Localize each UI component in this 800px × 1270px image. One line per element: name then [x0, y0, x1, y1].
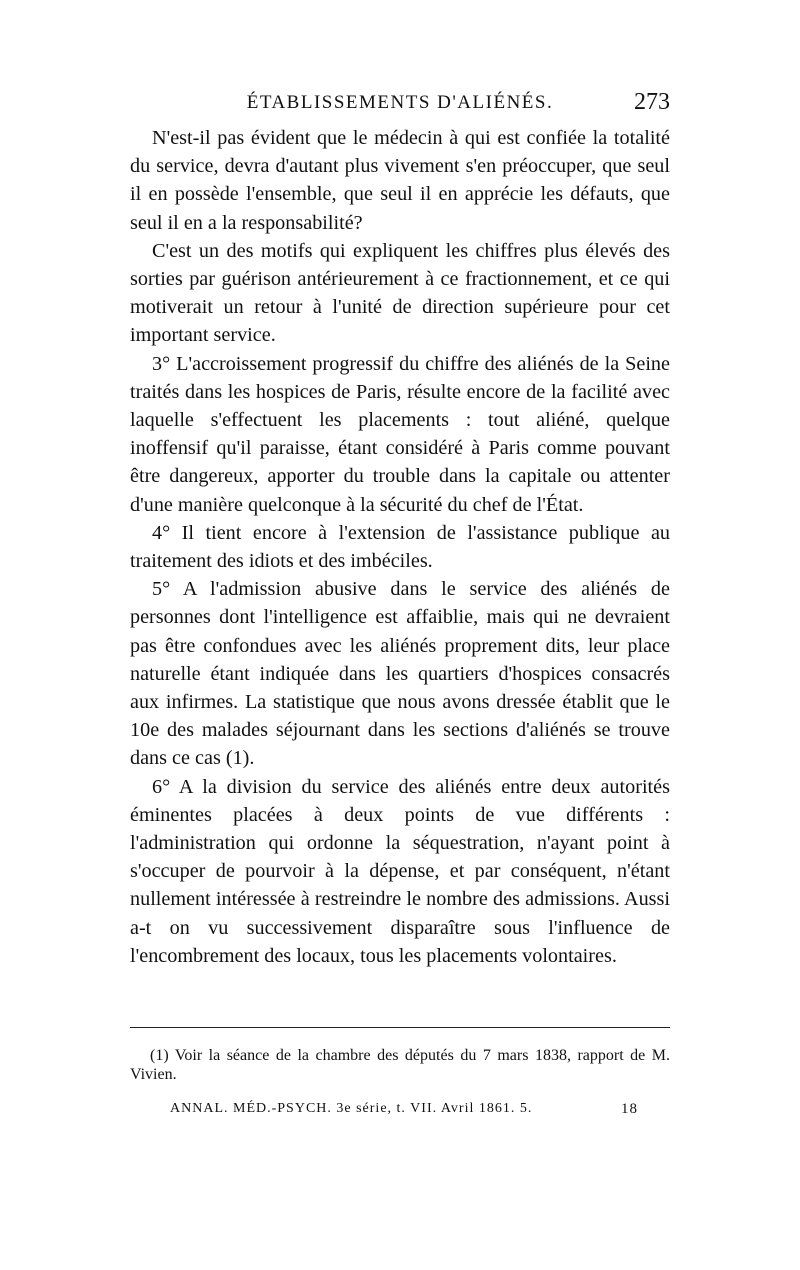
paragraph: N'est-il pas évident que le médecin à qui est confiée la totalité du service, devra d'autant plus vivement s'en préoccuper, que seul il en possède l'ensemble, que seul il en apprécie les défauts, que seul il en a la responsabilité?: [130, 127, 670, 234]
paragraph: 3° L'accroissement progressif du chiffre des aliénés de la Seine traités dans les hospices de Paris, résulte encore de la facilité avec laquelle s'effectuent les placements : tout aliéné, quelque inoffensif qu'il paraisse, étant considéré à Paris comme pouvant être dangereux, apporter du trouble dans la capitale ou attenter d'une manière quelconque à la sécurité du chef de l'État.: [130, 352, 670, 516]
printer-signature: [130, 1101, 670, 1121]
paragraph: 4° Il tient encore à l'extension de l'assistance publique au traitement des idiots et des imbéciles.: [130, 521, 670, 573]
footnote: (1) Voir la séance de la chambre des députés du 7 mars 1838, rapport de M. Vivien.: [130, 1047, 670, 1083]
body-text: [130, 124, 670, 970]
paragraph: 5° A l'admission abusive dans le service des aliénés de personnes dont l'intelligence est affaiblie, mais qui ne devraient pas être confondues avec les aliénés proprement dits, leur place naturelle étant indiquée dans les quartiers d'hospices consacrés aux infirmes. La statistique que nous avons dressée établit que le 10e des malades séjournant dans les sections d'aliénés se trouve dans ce cas (1).: [130, 578, 670, 770]
signature-number: 18: [621, 1101, 638, 1117]
footnote-divider: [130, 1027, 670, 1028]
paragraph: 6° A la division du service des aliénés entre deux autorités éminentes placées à deux points de vue différents : l'administration qui ordonne la séquestration, n'ayant point à s'occuper de pourvoir à la dépense, et par conséquent, n'étant nullement intéressée à restreindre le nombre des admissions. Aussi a-t on vu successivement disparaître sous l'influence de l'encombrement des locaux, tous les placements volontaires.: [130, 775, 670, 967]
running-head: ÉTABLISSEMENTS D'ALIÉNÉS.: [246, 92, 554, 113]
signature-mark: ANNAL. MÉD.-PSYCH. 3e série, t. VII. Avril 1861. 5.: [170, 1101, 533, 1116]
page-header: [130, 89, 670, 126]
page-number: 273: [634, 89, 670, 115]
paragraph: C'est un des motifs qui expliquent les chiffres plus élevés des sorties par guérison antérieurement à ce fractionnement, et ce qui motiverait un retour à l'unité de direction supérieure pour cet important service.: [130, 239, 670, 347]
